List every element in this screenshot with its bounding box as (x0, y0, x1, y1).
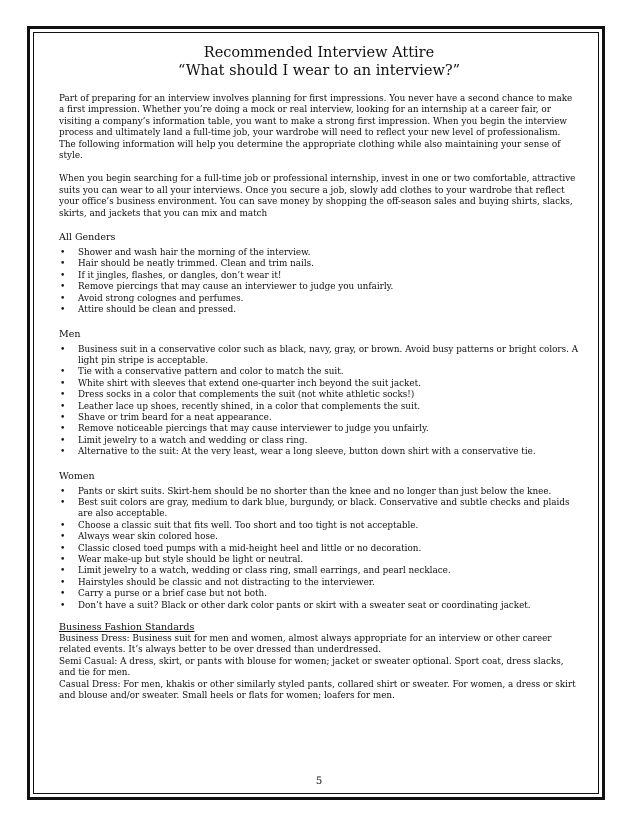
business-fashion-standards-heading: Business Fashion Standards (59, 622, 195, 634)
list-item: • Classic closed toed pumps with a mid-height heel and little or no decoration. (59, 544, 579, 555)
standard-semi-casual: Semi Casual: A dress, skirt, or pants with blouse for women; jacket or sweater optional. Sport coat, dress slacks, and tie for men. (59, 656, 564, 679)
list-item: • Shower and wash hair the morning of the interview. (59, 248, 579, 259)
list-item: • Avoid strong colognes and perfumes. (59, 294, 579, 305)
intro-paragraph-1: Part of preparing for an interview involves planning for first impressions. You never have a second chance to make a first impression. Whether you’re doing a mock or real interview, looking for an internship at a career fair, or visiting a company’s information table, you want to make a strong first impression. When you begin the interview process and ultimately land a full-time job, your wardrobe will need to reflect your new level of professionalism. The following information will help you determine the appropriate clothing while also maintaining your sense of style. (59, 94, 573, 162)
list-men (59, 345, 579, 459)
document-body (59, 44, 579, 702)
list-item: • Always wear skin colored hose. (59, 532, 579, 543)
list-item: • Wear make-up but style should be light or neutral. (59, 555, 579, 566)
list-item: • If it jingles, flashes, or dangles, don’t wear it! (59, 271, 579, 282)
list-item: • Pants or skirt suits. Skirt-hem should be no shorter than the knee and no longer than just below the knee. (59, 487, 579, 498)
list-item: • Remove noticeable piercings that may cause interviewer to judge you unfairly. (59, 424, 579, 435)
section-heading-men: Men (59, 328, 81, 340)
list-item: • Hair should be neatly trimmed. Clean and trim nails. (59, 259, 579, 270)
page-title (59, 44, 579, 80)
list-item: • Limit jewelry to a watch, wedding or class ring, small earrings, and pearl necklace. (59, 566, 579, 577)
list-item: • Alternative to the suit: At the very least, wear a long sleeve, button down shirt with a conservative tie. (59, 447, 579, 458)
standard-casual-dress: Casual Dress: For men, khakis or other similarly styled pants, collared shirt or sweater. For women, a dress or skirt and blouse and/or sweater. Small heels or flats for women; loafers for men. (59, 679, 576, 702)
list-item: • White shirt with sleeves that extend one-quarter inch beyond the suit jacket. (59, 379, 579, 390)
list-item: • Limit jewelry to a watch and wedding or class ring. (59, 436, 579, 447)
list-item: • Remove piercings that may cause an interviewer to judge you unfairly. (59, 282, 579, 293)
list-item: • Choose a classic suit that fits well. Too short and too tight is not acceptable. (59, 521, 579, 532)
list-item: • Leather lace up shoes, recently shined, in a color that complements the suit. (59, 402, 579, 413)
title-line-1: Recommended Interview Attire (203, 45, 435, 61)
section-heading-women: Women (59, 470, 95, 482)
list-item: • Business suit in a conservative color such as black, navy, gray, or brown. Avoid busy patterns or bright colors. A light pin stripe is acceptable. (59, 345, 579, 368)
list-item: • Shave or trim beard for a neat appearance. (59, 413, 579, 424)
list-item: • Hairstyles should be classic and not distracting to the interviewer. (59, 578, 579, 589)
list-item: • Attire should be clean and pressed. (59, 305, 579, 316)
list-item: • Don’t have a suit? Black or other dark color pants or skirt with a sweater seat or coordinating jacket. (59, 601, 579, 612)
list-women (59, 487, 579, 612)
list-item: • Best suit colors are gray, medium to dark blue, burgundy, or black. Conservative and subtle checks and plaids are also acceptable. (59, 498, 579, 521)
standard-business-dress: Business Dress: Business suit for men and women, almost always appropriate for an interview or other career related events. It’s always better to be over dressed than underdressed. (59, 634, 552, 656)
list-all-genders (59, 248, 579, 316)
list-item: • Dress socks in a color that complements the suit (not white athletic socks!) (59, 390, 579, 401)
list-item: • Tie with a conservative pattern and color to match the suit. (59, 367, 579, 378)
title-line-2: “What should I wear to an interview?” (177, 63, 461, 79)
section-heading-all-genders: All Genders (59, 232, 116, 244)
list-item: • Carry a purse or a brief case but not both. (59, 589, 579, 600)
page-number: 5 (315, 776, 323, 787)
intro-paragraph-2: When you begin searching for a full-time job or professional internship, invest in one or two comfortable, attractive suits you can wear to all your interviews. Once you secure a job, slowly add clothes to your wardrobe that reflect your office’s business environment. You can save money by shopping the off-season sales and buying shirts, slacks, skirts, and jackets that you can mix and match (59, 174, 576, 219)
